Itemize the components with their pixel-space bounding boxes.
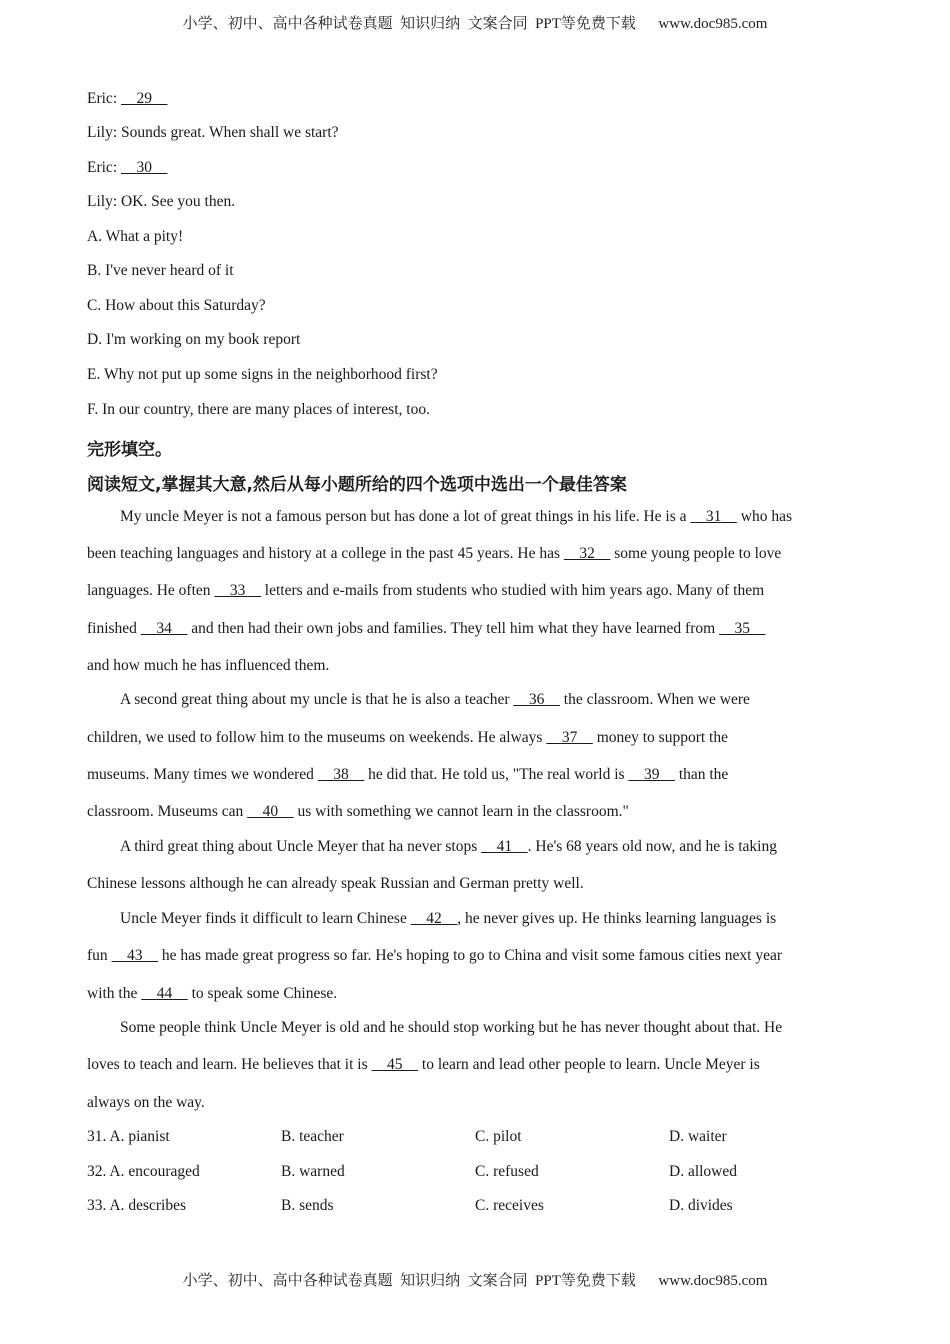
answer-blank: 44 bbox=[156, 985, 173, 1002]
choice-a: 31. A. pianist bbox=[87, 1128, 170, 1145]
passage-line: A second great thing about my uncle is that he is also a teacher 36 the classroom. When we were bbox=[120, 691, 750, 708]
answer-blank: 35 bbox=[734, 620, 751, 637]
passage-line: fun 43 he has made great progress so far. He's hoping to go to China and visit some famous cities next year bbox=[87, 947, 782, 964]
answer-blank: 30 bbox=[136, 159, 152, 176]
choice-c: C. refused bbox=[475, 1163, 539, 1180]
passage-line: and how much he has influenced them. bbox=[87, 657, 330, 674]
answer-blank: 41 bbox=[496, 838, 513, 855]
answer-blank: 31 bbox=[705, 508, 722, 525]
passage-line: loves to teach and learn. He believes that it is 45 to learn and lead other people to learn. Uncle Meyer is bbox=[87, 1056, 760, 1073]
answer-blank: 29 bbox=[136, 90, 152, 107]
answer-blank: 33 bbox=[229, 582, 246, 599]
option-item: D. I'm working on my book report bbox=[87, 331, 301, 348]
choice-b: B. teacher bbox=[281, 1128, 344, 1145]
dialogue-line: Eric: 29 bbox=[87, 90, 168, 108]
answer-blank: 34 bbox=[156, 620, 172, 637]
passage-line: with the 44 to speak some Chinese. bbox=[87, 985, 338, 1002]
page-header: 小学、初中、高中各种试卷真题 知识归纳 文案合同 PPT等免费下载 www.doc985.com bbox=[182, 16, 768, 32]
option-item: E. Why not put up some signs in the neighborhood first? bbox=[87, 366, 438, 383]
passage-line: Chinese lessons although he can already speak Russian and German pretty well. bbox=[87, 875, 584, 892]
answer-blank: 38 bbox=[333, 766, 349, 783]
option-item: C. How about this Saturday? bbox=[87, 297, 266, 314]
passage-line: finished 34 and then had their own jobs and families. They tell him what they have learned from 35 bbox=[87, 620, 867, 638]
answer-blank: 43 bbox=[127, 947, 143, 964]
dialogue-line: Eric: 30 bbox=[87, 159, 168, 177]
passage-line: Some people think Uncle Meyer is old and he should stop working but he has never thought about that. He bbox=[120, 1019, 783, 1036]
passage-line: classroom. Museums can 40 us with something we cannot learn in the classroom." bbox=[87, 803, 629, 820]
passage-line: been teaching languages and history at a college in the past 45 years. He has 32 some young people to love bbox=[87, 545, 782, 562]
answer-blank: 37 bbox=[561, 729, 578, 746]
passage-line: always on the way. bbox=[87, 1094, 205, 1111]
choice-c: C. receives bbox=[475, 1197, 544, 1214]
option-item: F. In our country, there are many places of interest, too. bbox=[87, 401, 430, 418]
passage-line: children, we used to follow him to the museums on weekends. He always 37 money to support the bbox=[87, 729, 728, 746]
dialogue-line: Lily: Sounds great. When shall we start? bbox=[87, 124, 339, 141]
passage-line: Uncle Meyer finds it difficult to learn Chinese 42 , he never gives up. He thinks learning languages is bbox=[120, 910, 777, 927]
choice-d: D. waiter bbox=[669, 1128, 727, 1145]
choice-c: C. pilot bbox=[475, 1128, 522, 1145]
answer-blank: 39 bbox=[643, 766, 660, 783]
choice-a: 33. A. describes bbox=[87, 1197, 187, 1214]
answer-blank: 40 bbox=[262, 803, 279, 820]
choice-d: D. divides bbox=[669, 1197, 733, 1214]
section-instruction: 阅读短文,掌握其大意,然后从每小题所给的四个选项中选出一个最佳答案 bbox=[87, 475, 627, 495]
answer-blank: 32 bbox=[579, 545, 595, 562]
answer-blank: 36 bbox=[528, 691, 545, 708]
page-footer: 小学、初中、高中各种试卷真题 知识归纳 文案合同 PPT等免费下载 www.doc985.com bbox=[182, 1273, 768, 1289]
passage-line: A third great thing about Uncle Meyer that ha never stops 41 . He's 68 years old now, and he is taking bbox=[120, 838, 777, 855]
passage-line: museums. Many times we wondered 38 he did that. He told us, "The real world is 39 than the bbox=[87, 766, 729, 783]
section-title: 完形填空。 bbox=[87, 440, 172, 460]
choice-b: B. warned bbox=[281, 1163, 345, 1180]
option-item: A. What a pity! bbox=[87, 228, 184, 245]
choice-d: D. allowed bbox=[669, 1163, 738, 1180]
option-item: B. I've never heard of it bbox=[87, 262, 234, 279]
choice-b: B. sends bbox=[281, 1197, 334, 1214]
passage-line: My uncle Meyer is not a famous person but has done a lot of great things in his life. He is a 31 who has bbox=[120, 508, 792, 525]
passage-line: languages. He often 33 letters and e-mails from students who studied with him years ago. Many of them bbox=[87, 582, 765, 599]
answer-blank: 45 bbox=[387, 1056, 403, 1073]
answer-blank: 42 bbox=[426, 910, 442, 927]
choice-a: 32. A. encouraged bbox=[87, 1163, 200, 1180]
dialogue-line: Lily: OK. See you then. bbox=[87, 193, 236, 210]
